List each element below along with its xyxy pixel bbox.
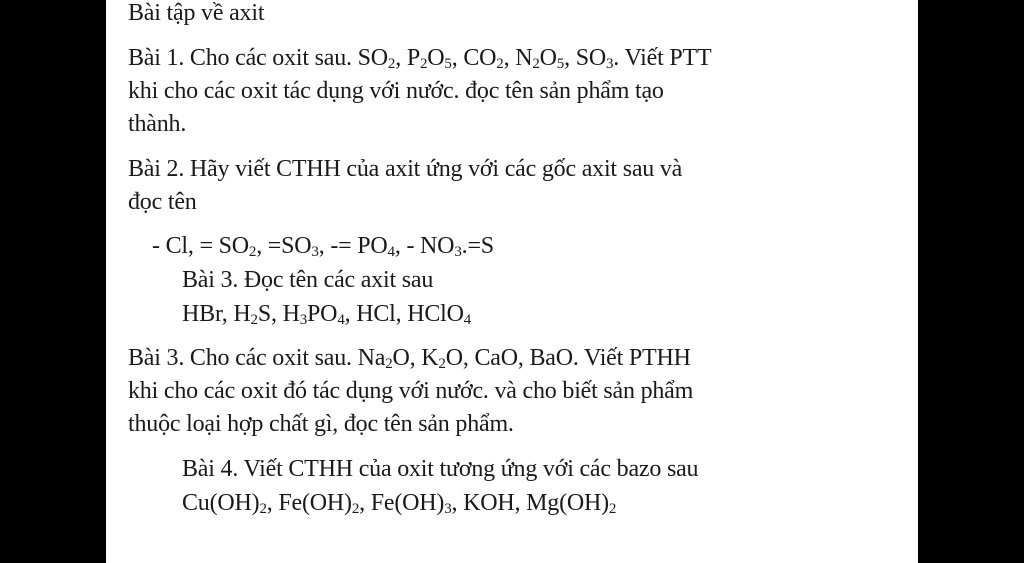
- subscript: 2: [351, 501, 360, 517]
- subscript: 5: [444, 56, 452, 72]
- exercise-3b-line-3: thuộc loại hợp chất gì, đọc tên sản phẩm.: [128, 411, 514, 437]
- exercise-4-title: Bài 4. Viết CTHH của oxit tương ứng với các bazo sau: [182, 456, 699, 482]
- exercise-3b-line-1: Bài 3. Cho các oxit sau. $Na_2O$, $K_2O$, CaO, BaO. Viết PTHH: [128, 345, 691, 372]
- subscript: 2: [250, 312, 258, 328]
- subscript: 2: [496, 56, 504, 72]
- subscript: 2: [248, 244, 257, 260]
- subscript: 3: [454, 244, 462, 260]
- exercise-1-line-2: khi cho các oxit tác dụng với nước. đọc tên sản phẩm tạo: [128, 78, 664, 104]
- exercise-3a-acids: HBr, $H_2S$, $H_3PO_4$, HCl, HClO$_4$: [182, 301, 472, 328]
- acid-radicals-list: - Cl, = $SO_2$, $=SO_3$, -= $PO_4$, - $NO_3.=S$: [152, 233, 494, 260]
- subscript: 3: [299, 312, 308, 328]
- exercise-3b-line-2: khi cho các oxit đó tác dụng với nước. và cho biết sản phẩm: [128, 378, 694, 404]
- document-page: [106, 0, 918, 563]
- exercise-2-line-1: Bài 2. Hãy viết CTHH của axit ứng với các gốc axit sau và: [128, 156, 683, 182]
- subscript: 4: [387, 244, 395, 260]
- exercise-2-line-2: đọc tên: [128, 189, 197, 215]
- subscript: 2: [387, 56, 396, 72]
- exercise-1-line-1: Bài 1. Cho các oxit sau. $SO_2$, $P_2O_5$, $CO_2$, $N_2O_5$, $SO_3$. Viết PTT: [128, 45, 712, 72]
- exercise-1-line-3: thành.: [128, 111, 187, 137]
- exercise-3a-title: Bài 3. Đọc tên các axit sau: [182, 267, 434, 293]
- exercise-4-bases: $Cu(OH)_2$, $Fe(OH)_2$, $Fe(OH)_3$, KOH, $Mg(OH)_2$: [182, 490, 617, 517]
- subscript: 3: [444, 501, 452, 517]
- subscript: 4: [337, 312, 345, 328]
- subscript: 2: [438, 356, 446, 372]
- subscript: 2: [385, 356, 393, 372]
- subscript: 3: [605, 56, 614, 72]
- subscript: 2: [259, 501, 267, 517]
- subscript: 3: [311, 244, 319, 260]
- subscript: 5: [556, 56, 565, 72]
- subscript: 2: [532, 56, 540, 72]
- subscript: 2: [419, 56, 428, 72]
- subscript: 4: [463, 312, 472, 328]
- document-title: Bài tập về axit: [128, 0, 265, 26]
- subscript: 2: [608, 501, 617, 517]
